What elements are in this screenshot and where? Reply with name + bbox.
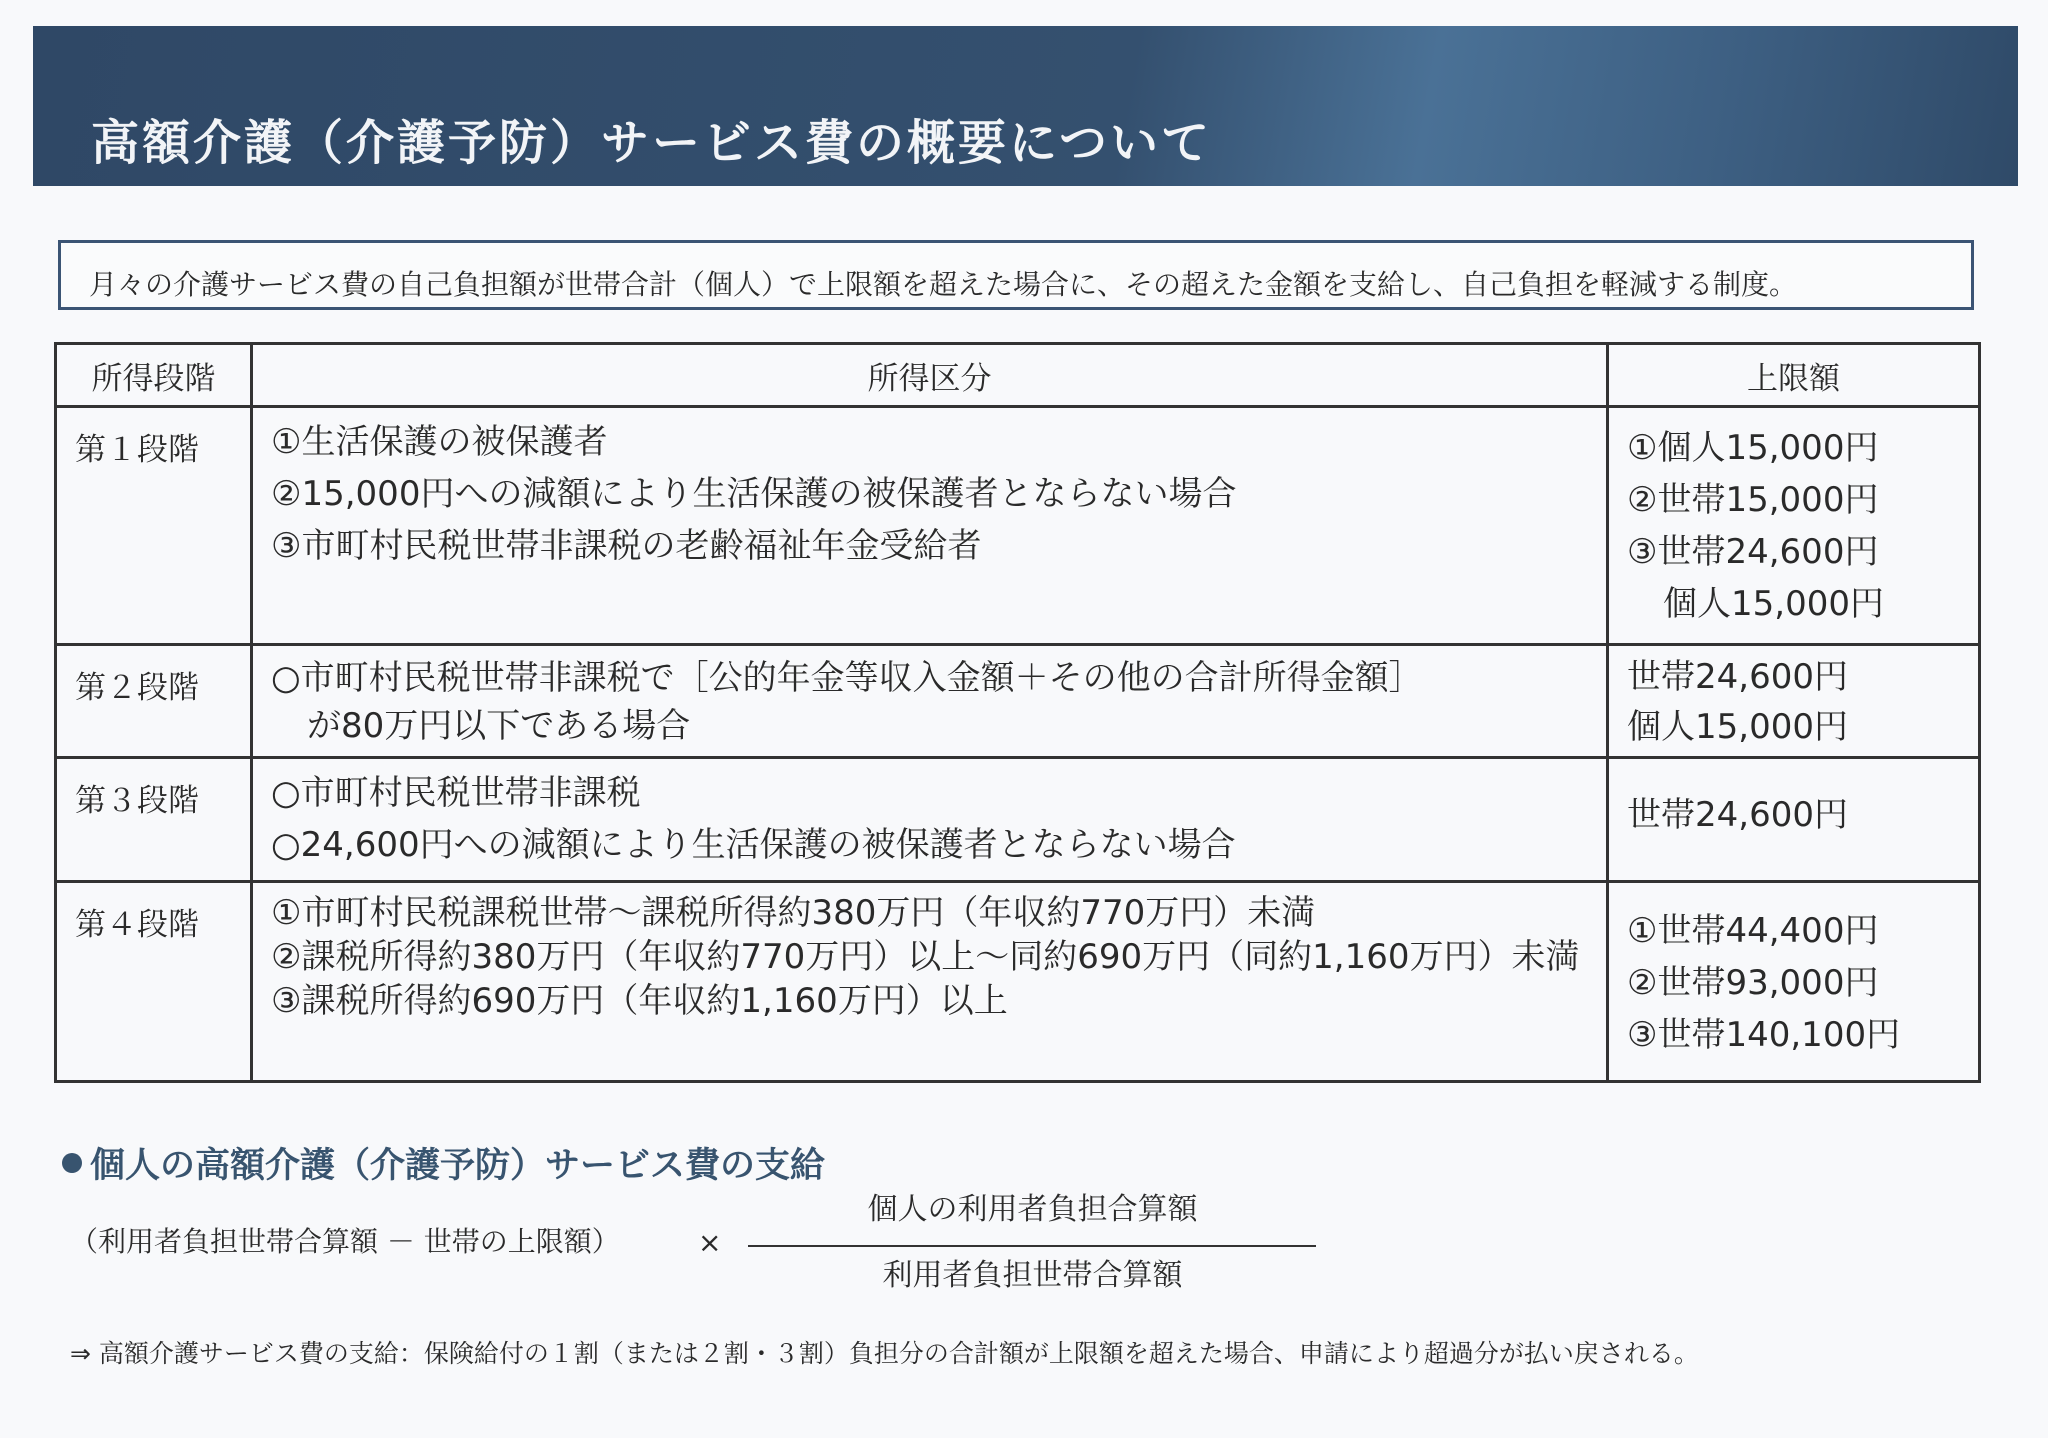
limit-line: ①個人15,000円 [1627,428,1879,468]
table-row [56,758,1980,882]
summary-text: 月々の介護サービス費の自己負担額が世帯合計（個人）で上限額を超えた場合に、その超えた金額を支給し、自己負担を軽減する制度。 [89,268,1798,301]
header-limit: 上限額 [1608,344,1980,407]
category-line: ③市町村民税世帯非課税の老齢福祉年金受給者 [271,526,982,566]
category-cell [252,882,1608,1082]
category-line: ○市町村民税世帯非課税 [271,773,641,813]
category-line: ○市町村民税世帯非課税で［公的年金等収入金額＋その他の合計所得金額］ [271,658,1423,698]
summary-box [58,240,1974,310]
limit-line: ②世帯93,000円 [1627,963,1879,1003]
limit-cell [1608,407,1980,645]
limit-cell [1608,758,1980,882]
table-row [56,882,1980,1082]
limit-table [54,342,1981,1083]
stage-cell: 第１段階 [56,407,252,645]
header-stage: 所得段階 [56,344,252,407]
footnote: ⇒ 高額介護サービス費の支給：保険給付の１割（または２割・３割）負担分の合計額が上限額を超えた場合、申請により超過分が払い戻される。 [70,1339,1699,1368]
limit-line: ①世帯44,400円 [1627,911,1879,951]
category-line: ②15,000円への減額により生活保護の被保護者とならない場合 [271,474,1237,514]
multiply-operator: × [698,1226,722,1259]
category-line: ○24,600円への減額により生活保護の被保護者とならない場合 [271,825,1236,865]
category-cell [252,645,1608,758]
category-line: ①市町村民税課税世帯～課税所得約380万円（年収約770万円）未満 [271,893,1316,933]
limit-cell [1608,882,1980,1082]
formula-denominator: 利用者負担世帯合算額 [882,1258,1183,1293]
limit-line: 個人15,000円 [1663,584,1884,624]
formula-left-term: （利用者負担世帯合算額 － 世帯の上限額） [70,1225,620,1258]
header-category: 所得区分 [252,344,1608,407]
category-cell [252,407,1608,645]
category-line: ③課税所得約690万円（年収約1,160万円）以上 [271,981,1008,1021]
stage-cell: 第２段階 [56,645,252,758]
limit-line: ②世帯15,000円 [1627,480,1879,520]
limit-line: 世帯24,600円 [1627,795,1848,835]
section-title [62,1138,825,1188]
category-line: が80万円以下である場合 [307,706,691,746]
limit-line: 個人15,000円 [1627,707,1848,747]
section-title-text: 個人の高額介護（介護予防）サービス費の支給 [90,1146,826,1186]
table-row [56,645,1980,758]
limit-line: ③世帯140,100円 [1627,1015,1901,1055]
category-cell [252,758,1608,882]
stage-cell: 第３段階 [56,758,252,882]
page-title: 高額介護（介護予防）サービス費の概要について [91,115,1213,171]
fraction-bar [748,1245,1316,1247]
bullet-icon [62,1153,82,1173]
category-line: ①生活保護の被保護者 [271,422,608,462]
limit-line: ③世帯24,600円 [1627,532,1879,572]
title-banner [33,26,2018,186]
limit-line: 世帯24,600円 [1627,657,1848,697]
table-row [56,407,1980,645]
category-line: ②課税所得約380万円（年収約770万円）以上～同約690万円（同約1,160万円）未満 [271,937,1580,977]
formula-numerator: 個人の利用者負担合算額 [867,1192,1198,1227]
stage-cell: 第４段階 [56,882,252,1082]
limit-cell [1608,645,1980,758]
table-header-row [56,344,1980,407]
